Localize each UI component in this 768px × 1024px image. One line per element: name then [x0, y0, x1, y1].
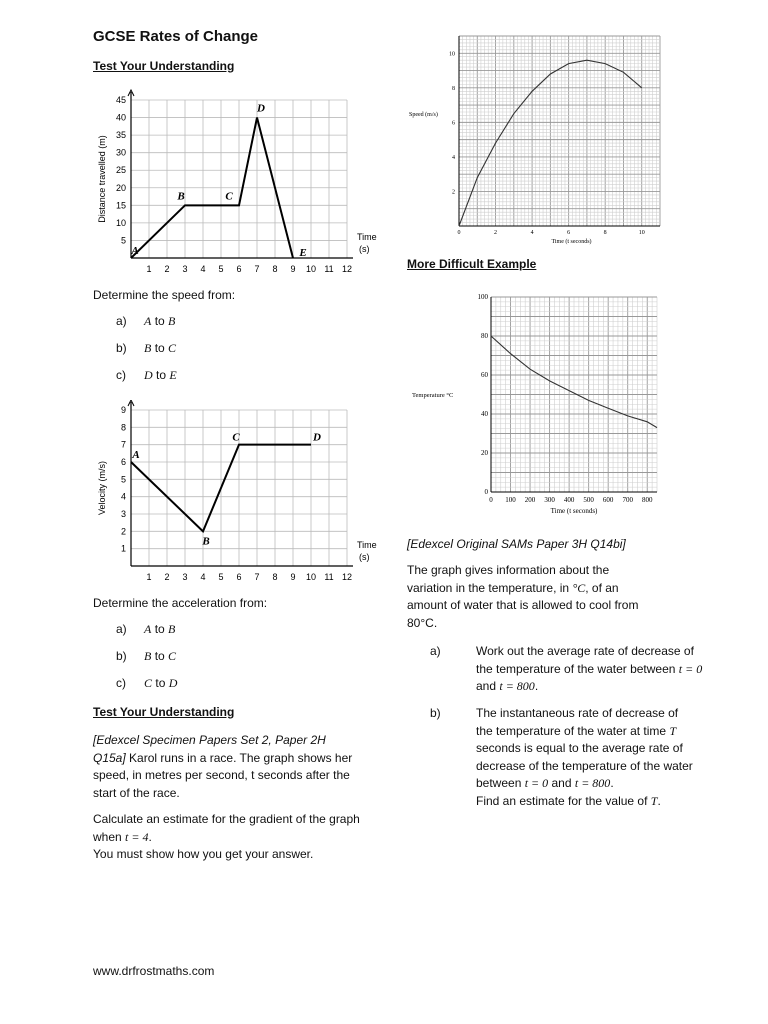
x-tick-label: 10 — [638, 230, 645, 236]
q2-item-c: c) C to D — [116, 676, 178, 690]
y-tick-label: 7 — [120, 439, 126, 450]
y-tick-label: 10 — [449, 51, 455, 58]
x-tick-label: 600 — [602, 496, 614, 504]
x-tick-label: 3 — [182, 264, 188, 274]
y-tick-label: 30 — [115, 147, 126, 158]
y-tick-label: 6 — [452, 120, 455, 127]
y-tick-label: 25 — [115, 165, 126, 176]
y-axis-label: Speed (m/s) — [409, 112, 438, 118]
y-tick-label: 4 — [120, 491, 126, 502]
point-label: B — [177, 190, 185, 203]
x-tick-label: 200 — [524, 496, 536, 504]
x-tick-label: 4 — [200, 264, 206, 274]
x-tick-label: 7 — [254, 264, 260, 274]
velocity-time-chart — [93, 400, 393, 585]
x-axis-unit: (s) — [359, 552, 370, 562]
heading-test-understanding-2: Test Your Understanding — [93, 705, 235, 719]
distance-time-chart — [93, 88, 393, 278]
x-tick-label: 300 — [544, 496, 555, 504]
y-tick-label: 1 — [120, 543, 126, 554]
x-tick-label: 5 — [218, 264, 224, 274]
y-tick-label: 5 — [120, 235, 126, 246]
question-b: b) The instantaneous rate of decrease of the temperature of the water at time T seconds is equal to the average rate of decrease of the temperature of the water between t = 0 and t = 800. Find an estimate for the value of T. — [430, 706, 693, 808]
point-label: C — [225, 190, 233, 203]
x-tick-label: 11 — [324, 264, 334, 274]
x-tick-label: 4 — [200, 572, 206, 582]
point-label: A — [132, 449, 140, 461]
x-tick-label: 5 — [218, 572, 224, 582]
q2-item-a: a) A to B — [116, 622, 176, 636]
x-axis-label: Time (t seconds) — [551, 239, 592, 245]
footer-url: www.drfrostmaths.com — [93, 964, 215, 978]
y-tick-label: 8 — [452, 85, 455, 92]
x-tick-label: 6 — [236, 572, 242, 582]
x-tick-label: 9 — [290, 572, 296, 582]
x-tick-label: 700 — [622, 496, 633, 504]
y-tick-label: 9 — [120, 405, 126, 415]
y-tick-label: 20 — [481, 449, 488, 457]
y-tick-label: 10 — [115, 217, 126, 228]
x-tick-label: 8 — [603, 230, 607, 236]
q3-calc: Calculate an estimate for the gradient of the graph when t = 4. You must show how you get your answer. — [93, 812, 360, 861]
source-citation: [Edexcel Original SAMs Paper 3H Q14bi] — [407, 537, 626, 551]
y-tick-label: 15 — [115, 200, 126, 211]
y-tick-label: 40 — [481, 410, 488, 418]
x-tick-label: 400 — [563, 496, 575, 504]
heading-more-difficult: More Difficult Example — [407, 257, 537, 271]
page-title: GCSE Rates of Change — [93, 28, 259, 45]
x-tick-label: 2 — [164, 572, 170, 582]
q2-prompt: Determine the acceleration from: — [93, 596, 268, 610]
q1-prompt: Determine the speed from: — [93, 288, 236, 302]
x-axis-unit: (s) — [359, 244, 370, 254]
x-tick-label: 10 — [305, 264, 317, 274]
q3-text: [Edexcel Specimen Papers Set 2, Paper 2H Q15a] Karol runs in a race. The graph shows her speed, in metres per second, t seconds after the start of the race. — [93, 733, 353, 800]
y-tick-label: 80 — [481, 332, 488, 340]
q2-item-b: b) B to C — [116, 649, 177, 663]
y-tick-label: 5 — [120, 474, 126, 485]
y-axis-label: Velocity (m/s) — [97, 460, 107, 516]
x-tick-label: 4 — [530, 230, 534, 236]
intro-text: The graph gives information about the variation in the temperature, in °C, of an amount of water that is allowed to cool from 80°C. — [407, 563, 639, 630]
y-tick-label: 45 — [115, 95, 126, 105]
x-tick-label: 0 — [489, 496, 493, 504]
x-tick-label: 8 — [272, 264, 278, 274]
y-tick-label: 2 — [120, 526, 126, 537]
x-tick-label: 6 — [236, 264, 242, 274]
point-label: C — [232, 431, 240, 444]
point-label: A — [131, 245, 139, 257]
x-tick-label: 6 — [567, 230, 571, 236]
speed-time-chart — [405, 30, 675, 250]
y-tick-label: 35 — [115, 130, 126, 141]
y-tick-label: 100 — [477, 293, 488, 301]
y-tick-label: 3 — [120, 509, 126, 519]
x-tick-label: 500 — [583, 496, 594, 504]
point-label: E — [299, 247, 307, 259]
x-tick-label: 3 — [182, 572, 188, 582]
x-tick-label: 0 — [457, 230, 461, 236]
x-tick-label: 7 — [254, 572, 260, 582]
y-axis-label: Distance travelled (m) — [97, 135, 107, 223]
y-tick-label: 60 — [481, 371, 488, 379]
point-label: D — [257, 102, 265, 115]
x-tick-label: 12 — [341, 572, 353, 582]
x-tick-label: 800 — [641, 496, 653, 504]
x-tick-label: 1 — [146, 264, 152, 274]
y-tick-label: 20 — [115, 182, 126, 193]
temperature-time-chart — [405, 285, 675, 520]
y-tick-label: 4 — [452, 154, 455, 161]
y-tick-label: 0 — [484, 488, 488, 496]
question-a: a) Work out the average rate of decrease of the temperature of the water between t = 0 and t = 800. — [430, 644, 703, 693]
x-axis-label: Time — [357, 232, 377, 242]
x-tick-label: 8 — [272, 572, 278, 582]
heading-test-understanding-1: Test Your Understanding — [93, 59, 235, 73]
x-axis-label: Time — [357, 540, 377, 550]
y-tick-label: 40 — [115, 112, 126, 123]
q1-item-a: a) A to B — [116, 314, 176, 328]
x-tick-label: 2 — [494, 230, 498, 236]
q1-item-b: b) B to C — [116, 341, 177, 355]
x-tick-label: 2 — [164, 264, 170, 274]
x-tick-label: 9 — [290, 264, 296, 274]
y-axis-label: Temperature °C — [412, 392, 454, 399]
y-tick-label: 2 — [452, 189, 455, 196]
y-tick-label: 8 — [120, 422, 126, 433]
q1-item-c: c) D to E — [116, 368, 177, 382]
point-label: B — [202, 535, 210, 548]
x-tick-label: 100 — [505, 496, 516, 504]
x-tick-label: 1 — [146, 572, 152, 582]
x-axis-label: Time (t seconds) — [550, 507, 598, 515]
y-tick-label: 6 — [120, 457, 126, 467]
x-tick-label: 10 — [305, 572, 317, 582]
x-tick-label: 11 — [324, 572, 334, 582]
point-label: D — [313, 431, 321, 444]
x-tick-label: 12 — [341, 264, 353, 274]
